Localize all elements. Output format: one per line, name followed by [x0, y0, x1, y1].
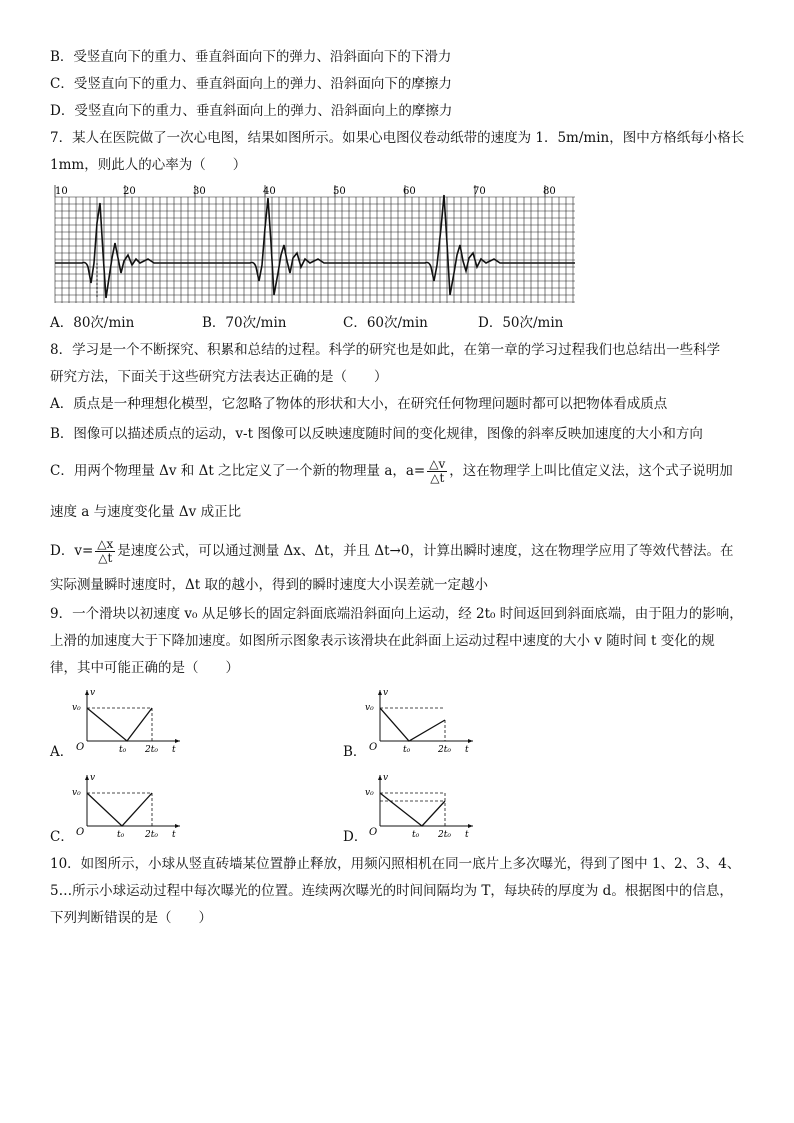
ecg-grid — [55, 185, 575, 303]
v0-label: v₀ — [72, 788, 81, 798]
fraction-denominator: △t — [98, 551, 113, 565]
q8-option-c-prefix: C．用两个物理量 Δv 和 Δt 之比定义了一个新的物理量 a，a= — [50, 463, 426, 479]
q8-option-c — [50, 458, 733, 485]
q7-stem-line1: 7．某人在医院做了一次心电图，结果如图所示。如果心电图仪卷动纸带的速度为 1．5m/min，图中方格纸每小格长 — [50, 130, 745, 146]
q6-option-c: C．受竖直向下的重力、垂直斜面向上的弹力、沿斜面向下的摩擦力 — [50, 76, 452, 92]
v0-label: v₀ — [365, 788, 374, 798]
ecg-tick-labels — [55, 186, 556, 197]
q8-option-c-suffix: ，这在物理学上叫比值定义法，这个式子说明加 — [449, 463, 733, 479]
q6-option-b: B．受竖直向下的重力、垂直斜面向下的弹力、沿斜面向下的下滑力 — [50, 49, 452, 65]
ecg-trace — [55, 195, 575, 298]
velocity-curve — [87, 793, 152, 826]
t-axis-arrow-icon — [175, 824, 180, 828]
t-axis-label: t — [465, 745, 469, 754]
ecg-tick-10: 10 — [55, 186, 68, 197]
v0-label: v₀ — [72, 703, 81, 713]
2t0-label: 2t₀ — [145, 830, 158, 839]
q8-option-d-line2: 实际测量瞬时速度时，Δt 取的越小，得到的瞬时速度大小误差就一定越小 — [50, 577, 488, 593]
fraction-numerator: △v — [429, 457, 446, 471]
v-axis-arrow-icon — [85, 775, 89, 780]
q8-option-c-line2: 速度 a 与速度变化量 Δv 成正比 — [50, 504, 242, 520]
ecg-tick-40: 40 — [263, 186, 276, 197]
q9-stem-line2: 上滑的加速度大于下降加速度。如图所示图象表示该滑块在此斜面上运动过程中速度的大小 v 随时间 t 变化的规 — [50, 633, 715, 649]
ecg-chart — [50, 183, 580, 305]
ecg-tick-30: 30 — [193, 186, 206, 197]
ecg-tick-80: 80 — [543, 186, 556, 197]
q9-graph-a — [72, 686, 187, 754]
t0-label: t₀ — [117, 830, 125, 839]
q9-stem-line1: 9．一个滑块以初速度 v₀ 从足够长的固定斜面底端沿斜面向上运动，经 2t₀ 时间返回到斜面底端，由于阻力的影响， — [50, 606, 743, 622]
q9-label-c: C． — [50, 829, 74, 845]
q8-option-b: B．图像可以描述质点的运动，v-t 图像可以反映速度随时间的变化规律，图像的斜率反映加速度的大小和方向 — [50, 426, 703, 442]
q9-graph-b — [365, 686, 480, 754]
q8-option-d-prefix: D．v= — [50, 543, 94, 559]
v0-label: v₀ — [365, 703, 374, 713]
t-axis-label: t — [172, 830, 176, 839]
2t0-label: 2t₀ — [145, 745, 158, 754]
q8-option-a: A．质点是一种理想化模型，它忽略了物体的形状和大小，在研究任何物理问题时都可以把物体看成质点 — [50, 396, 668, 412]
origin-label: O — [369, 742, 378, 753]
q8-option-d-suffix: 是速度公式，可以通过测量 Δx、Δt，并且 Δt→0，计算出瞬时速度，这在物理学应用了等效代替法。在 — [117, 543, 734, 559]
velocity-curve — [87, 708, 152, 741]
v-axis-arrow-icon — [378, 775, 382, 780]
origin-label: O — [76, 827, 85, 838]
ecg-tick-50: 50 — [333, 186, 346, 197]
q10-stem-line1: 10．如图所示，小球从竖直砖墙某位置静止释放，用频闪照相机在同一底片上多次曝光，得到了图中 1、2、3、4、 — [50, 856, 741, 872]
2t0-label: 2t₀ — [438, 745, 451, 754]
t-axis-arrow-icon — [468, 824, 473, 828]
v-axis-label: v — [90, 688, 96, 698]
q8-option-c-fraction — [427, 458, 447, 485]
2t0-label: 2t₀ — [438, 830, 451, 839]
q10-stem-line2: 5…所示小球运动过程中每次曝光的位置。连续两次曝光的时间间隔均为 T，每块砖的厚度为 d。根据图中的信息， — [50, 883, 733, 899]
t0-label: t₀ — [119, 745, 127, 754]
q9-label-b: B． — [343, 744, 367, 760]
velocity-curve — [380, 793, 445, 826]
t0-label: t₀ — [412, 830, 420, 839]
t-axis-label: t — [172, 745, 176, 754]
v-axis-arrow-icon — [378, 690, 382, 695]
t-axis-arrow-icon — [175, 739, 180, 743]
q9-label-d: D． — [343, 829, 368, 845]
q7-option-a: A．80次/min — [50, 315, 135, 331]
origin-label: O — [369, 827, 378, 838]
q6-option-d: D．受竖直向下的重力、垂直斜面向上的弹力、沿斜面向上的摩擦力 — [50, 103, 453, 119]
q8-option-d — [50, 538, 733, 565]
t-axis-arrow-icon — [468, 739, 473, 743]
q9-graph-c — [72, 771, 187, 839]
fraction-denominator: △t — [430, 471, 445, 485]
q9-graph-d — [365, 771, 480, 839]
q8-stem-line2: 研究方法，下面关于这些研究方法表达正确的是（ ） — [50, 369, 388, 385]
q10-stem-line3: 下列判断错误的是（ ） — [50, 910, 212, 926]
origin-label: O — [76, 742, 85, 753]
v-axis-label: v — [383, 773, 389, 783]
ecg-tick-60: 60 — [403, 186, 416, 197]
fraction-numerator: △x — [97, 537, 114, 551]
q7-option-d: D．50次/min — [478, 315, 564, 331]
t0-label: t₀ — [403, 745, 411, 754]
q7-stem-line2: 1mm，则此人的心率为（ ） — [50, 157, 247, 173]
v-axis-arrow-icon — [85, 690, 89, 695]
ecg-tick-70: 70 — [473, 186, 486, 197]
q9-label-a: A． — [50, 744, 74, 760]
v-axis-label: v — [90, 773, 96, 783]
q7-option-b: B．70次/min — [202, 315, 287, 331]
velocity-curve — [380, 708, 445, 741]
q7-option-c: C．60次/min — [343, 315, 428, 331]
t-axis-label: t — [465, 830, 469, 839]
v-axis-label: v — [383, 688, 389, 698]
ecg-tick-20: 20 — [123, 186, 136, 197]
q8-stem-line1: 8．学习是一个不断探究、积累和总结的过程。科学的研究也是如此，在第一章的学习过程我们也总结出一些科学 — [50, 342, 721, 358]
q9-stem-line3: 律，其中可能正确的是（ ） — [50, 660, 239, 676]
q8-option-d-fraction — [95, 538, 115, 565]
